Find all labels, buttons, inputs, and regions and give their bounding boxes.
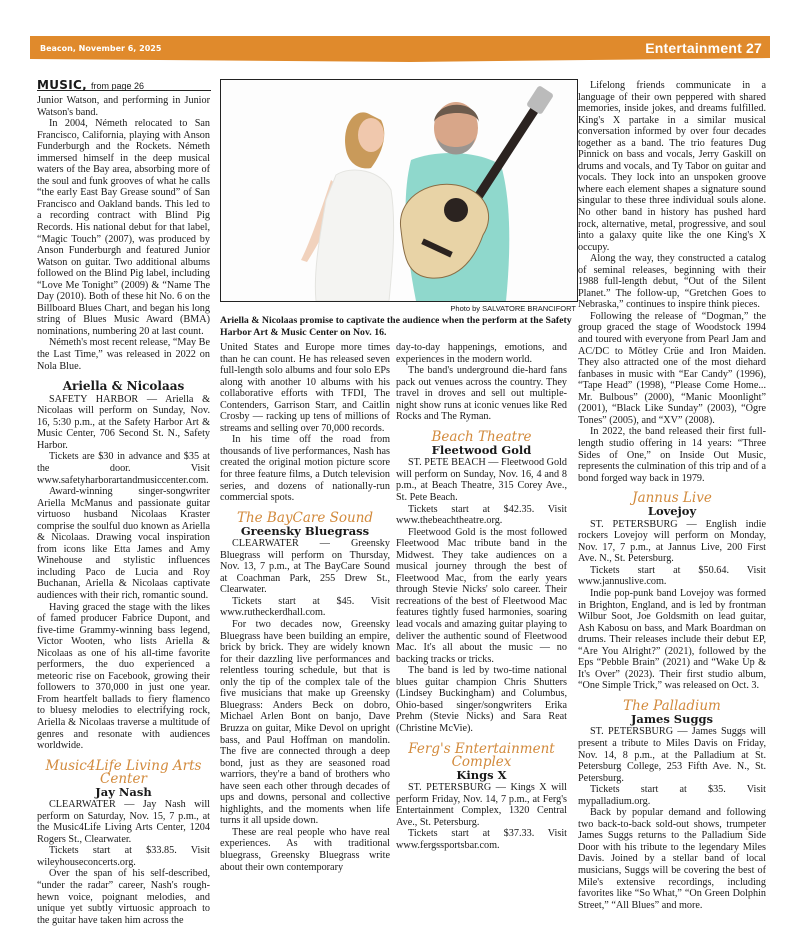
venue-heading: Beach Theatre [431, 428, 532, 445]
dateline: Beacon, November 6, 2025 [40, 44, 162, 53]
article-james-suggs [578, 697, 766, 911]
paragraph: Fleetwood Gold is the most followed Fleetwood Mac tribute band in the Midwest. They take audiences on a musical journey through the best of Fleetwood Mac, from the early years through Stevie Nicks' solo career. Their recreations of the best of Fleetwood Mac features tightly fused harmonies, soaring lead vocals and amazing guitar playing to deliver the authentic sound of Fleetwood Mac. It's all about the music — no backing tracks or tricks. [396, 526, 567, 665]
photo-caption: Ariella & Nicolaas promise to captivate the audience when the perform at the Safety Harbor Art & Music Center on Nov. 16. [220, 315, 572, 338]
jump-header [37, 76, 211, 91]
paragraph: Tickets start at $37.33. Visit www.fergssportsbar.com. [396, 828, 567, 851]
venue-heading: Jannus Live [632, 490, 712, 507]
paragraph: The band's underground die-hard fans pack out venues across the country. They travel in droves and sell out multiple-night show runs at iconic venues like Red Rocks and The Ryman. [396, 365, 567, 423]
paragraph: In his time off the road from thousands of live performances, Nash has created the original motion picture score for three feature films, a Dutch television series, and dozens of nationally-run commercial spots. [220, 434, 390, 504]
article-headline: James Suggs [630, 711, 714, 726]
article-lovejoy [578, 492, 766, 692]
column-1 [37, 95, 210, 926]
paragraph: ST. PETE BEACH — Fleetwood Gold will perform on Sunday, Nov. 16, 4 and 8 p.m., at Beach Theatre, 315 Corey Ave., St. Pete Beach. [396, 457, 567, 504]
paragraph: In 2022, the band released their first full-length studio offering in 14 years: “Three Sides of One,” on Inside Out Music, represents the culmination of this trip and of a bond forged way back in 1979. [578, 426, 766, 484]
paragraph: Over the span of his self-described, “under the radar” career, Nash's rough-hewn voice, poignant melodies, and unique yet subtly virtuosic approach to the guitar have taken him across the [37, 868, 210, 926]
paragraph: SAFETY HARBOR — Ariella & Nicolaas will perform on Sunday, Nov. 16, 5:30 p.m., at the Safety Harbor Art & Music Center, 706 Second St. N., Safety Harbor. [37, 393, 210, 451]
jump-from: from page 26 [90, 81, 145, 91]
column-3 [396, 342, 567, 851]
venue-heading: Ferg's Entertainment Complex [408, 740, 555, 770]
paragraph: Along the way, they constructed a catalog of seminal releases, beginning with their 1988 full-length debut, “Out of the Silent Planet.” The follow-up, “Gretchen Goes to Nebraska,” continues to inspire think pieces. [578, 253, 766, 311]
article-kings-x [396, 740, 567, 852]
article-continuation [396, 342, 567, 423]
paragraph: These are real people who have real experiences. As with traditional bluegrass, Greensky Bluegrass write about their own contemporary [220, 826, 390, 873]
article-headline: Fleetwood Gold [431, 442, 532, 457]
article-greensky-bluegrass [220, 509, 390, 873]
article-jay-nash [37, 757, 210, 926]
paragraph: Junior Watson, and performing in Junior Watson's band. [37, 95, 210, 118]
paragraph: Tickets start at $45. Visit www.rutheckerdhall.com. [220, 595, 390, 619]
paragraph: Indie pop-punk band Lovejoy was formed in Brighton, England, and is led by frontman Wilbur Soot, Joe Goldsmith on lead guitar, Ash Kabosu on bass, and Mark Boardman on drums. Their releases include their debut EP, “Are You Alright?” (2021), followed by the Eps “Pebble Brain” (2021) and “Wake Up & It's Over” (2023). Their first studio album, “One Simple Trick,” was released on Oct. 3. [578, 587, 766, 692]
paragraph: Tickets start at $33.85. Visit wileyhouseconcerts.org. [37, 845, 210, 868]
paragraph: ST. PETERSBURG — James Suggs will present a tribute to Miles Davis on Friday, Nov. 14, 8 p.m., at the Palladium at St. Petersburg College, 253 Fifth Ave. N., St. Petersburg. [578, 726, 766, 784]
article-ariella-nicolaas [37, 381, 210, 752]
column-2 [220, 342, 390, 873]
paragraph: Lifelong friends communicate in a language of their own peppered with shared memories, inside jokes, and dreams fulfilled. King's X partake in a similar musical conversation informed by over four decades together as a band. The trio features Dug Pinnick on bass and vocals, Jerry Gaskill on drums and vocals, and Ty Tabor on guitar and vocals. They lock into an unspoken groove where each element shapes a signature sound singular to these three individual souls alone. No other band in history has pushed hard rock, alternative, metal, progressive, and soul into a galaxy quite like the one King's X occupy. [578, 80, 766, 253]
paragraph: For two decades now, Greensky Bluegrass have been building an empire, brick by brick. They are widely known for their dazzling live performances and relentless touring schedule, but that is only the tip of the complex tale of the five musicians that make up Greensky Bluegrass: Anders Beck on dobro, Michael Arlen Bont on banjo, Dave Bruzza on guitar, Mike Devol on upright bass, and Paul Hoffman on mandolin. The five are connected through a deep bond, just as they are seasoned road warriors, they're a band of brothers who have seen each other through decades of ups and downs, personal and collective highlights, and the moments when life turns it all upside down. [220, 619, 390, 827]
paragraph: CLEARWATER — Jay Nash will perform on Saturday, Nov. 15, 7 p.m., at the Music4Life Living Arts Center, 1204 Rogers St., Clearwater. [37, 799, 210, 845]
paragraph: ST. PETERSBURG — Kings X will perform Friday, Nov. 14, 7 p.m., at Ferg's Entertainment Complex, 1320 Central Ave., St. Petersburg. [396, 782, 567, 828]
paragraph: Tickets start at $50.64. Visit www.jannuslive.com. [578, 564, 766, 588]
article-headline: Kings X [456, 767, 507, 782]
article-headline: Greensky Bluegrass [240, 523, 370, 538]
column-4 [578, 80, 766, 911]
paragraph: Following the release of “Dogman,” the group graced the stage of Woodstock 1994 and toured with everyone from Pearl Jam and AC/DC to Mötley Crüe and Iron Maiden. They also attracted one of the most diehard fanbases in music with “Ear Candy” (1996), “Tape Head” (1998), “Please Come Home... Mr. Bulbous” (2000), “Manic Moonlight” (2001), “Black Like Sunday” (2003), “Ogre Tones” (2005), and “XV” (2008). [578, 310, 766, 426]
paragraph: Back by popular demand and following two back-to-back sold-out shows, trumpeter James Suggs returns to the Palladium Side Door with his tribute to the legendary Miles Davis. Joined by a stellar band of local musicians, Suggs will be covering the best of Mile's extensive recordings, including favorites like “So What,” “On Green Dolphin Street,” “All Blues” and more. [578, 807, 766, 911]
paragraph: Tickets start at $42.35. Visit www.thebeachtheatre.org. [396, 503, 567, 527]
paragraph: Award-winning singer-songwriter Ariella McManus and passionate guitar virtuoso husband Nicolaas Kraster comprise the soulful duo known as Ariella & Nicolaas. Drawing vocal inspiration from icons like Etta James and Amy Winehouse and stylistic influences including Paco de Lucia and Roy Buchanan, Ariella & Nicolaas captivate audiences with their rich, romantic sound. [37, 486, 210, 601]
venue-heading: Music4Life Living Arts Center [45, 757, 202, 787]
photo-credit: Photo by SALVATORE BRANCIFORT [450, 304, 576, 313]
paragraph: Having graced the stage with the likes of famed producer Fabrice Dupont, and five-time Grammy-winning bass legend, Victor Wooten, who lists Ariella & Nicolaas as one of his all-time favorite performers, the duo experienced a meteoric rise on Facebook, growing their followers to 370,000 in just one year. From heartfelt ballads to fiery flamenco to bluesy melodies to electrifying rock, Ariella & Nicolaas traverse a multitude of genres and resonate with audiences worldwide. [37, 601, 210, 752]
photo-ariella-nicolaas [220, 79, 578, 302]
article-continuation [578, 80, 766, 484]
article-continuation [37, 95, 210, 372]
paragraph: day-to-day happenings, emotions, and experiences in the modern world. [396, 342, 567, 365]
paragraph: CLEARWATER — Greensky Bluegrass will perform on Thursday, Nov. 13, 7 p.m., at The BayCare Sound at Coachman Park, 255 Drew St., Clearwater. [220, 538, 390, 596]
paragraph: United States and Europe more times than he can count. He has released seven full-length solo albums and four solo EPs along with another 10 albums with his collaborative efforts with TFDI, The Contenders, Garrison Starr, and Caitlin Crosby — racking up tens of millions of streams and selling over 70,000 records. [220, 342, 390, 434]
article-fleetwood-gold [396, 428, 567, 735]
paragraph: ST. PETERSBURG — English indie rockers Lovejoy will perform on Monday, Nov. 17, 7 p.m., at Jannus Live, 200 First Ave. N., St. Petersburg. [578, 518, 766, 565]
article-headline: Lovejoy [647, 504, 697, 519]
article-headline: Jay Nash [95, 784, 152, 799]
paragraph: Németh's most recent release, “May Be the Last Time,” was released in 2022 on Nola Blue. [37, 337, 210, 372]
paragraph: The band is led by two-time national blues guitar champion Chris Shutters (Lindsey Buckingham) and Columbus, Ohio-based singer/songwriters Erika Prehm (Stevie Nicks) and Sara Reat (Christine McVie). [396, 665, 567, 734]
jump-keyword: MUSIC, [37, 78, 87, 92]
paragraph: In 2004, Németh relocated to San Francisco, California, playing with Anson Funderburgh and the Rockets. Németh immersed himself in the deep musical waters of the Bay area, absorbing more of the soul and funk grooves of what he calls “the early East Bay Grease sound” of San Francisco and Oakland bands. This led to a recording contract with Blind Pig Records. His national debut for that label, “Magic Touch” (2007), was produced by Anson Funderburgh and featured Junior Watson on guitar. Two additional albums followed on the Blind Pig label, including “Love Me Tonight” (2009) & “Name The Day (2010). Both of these hit No. 6 on the Billboard Blues Chart, and began his long string of Blues Music Award (BMA) nominations, numbering 20 at last count. [37, 118, 210, 337]
paragraph: Tickets are $30 in advance and $35 at the door. Visit www.safetyharborartandmusiccenter.com. [37, 451, 210, 486]
article-continuation [220, 342, 390, 504]
article-headline: Ariella & Nicolaas [62, 379, 185, 394]
section-page-label: Entertainment 27 [645, 40, 762, 56]
paragraph: Tickets start at $35. Visit mypalladium.org. [578, 784, 766, 807]
venue-heading: The Palladium [623, 697, 721, 714]
venue-heading: The BayCare Sound [236, 509, 374, 526]
